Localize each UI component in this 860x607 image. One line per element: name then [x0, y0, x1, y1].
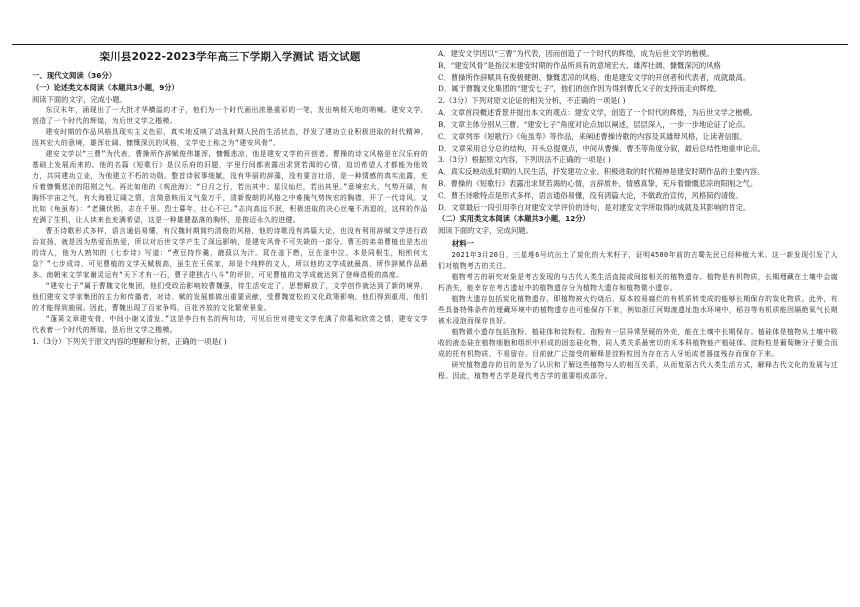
question-3-option-d: D．文章最后一段引用李白对建安文学评价的诗句，是对建安文学所取得的成就及其影响的肯定。 [438, 202, 751, 212]
section-heading-modern-reading: 一、现代文阅读（36分） [32, 71, 117, 80]
right-column [438, 48, 838, 601]
question-3-option-c: C．曹丕诗歌特点是形式多样，语言通俗易懂，没有鸿篇大论，不做政治宣传，风格简约清俊。 [438, 190, 743, 200]
question-1-option-a: A．建安文学因以“三曹”为代表，因而创造了一个时代的辉煌，成为后世文学的楷模。 [438, 49, 714, 58]
subsection-heading-practical: （二）实用类文本阅读（本题共3小题，12分） [438, 214, 590, 224]
passage-paragraph-4: 曹丕诗歌形式多样，语言通俗易懂，有汉魏时期简约清俊的风格，他的诗歌没有鸿篇大论，也没有利用辞赋文学进行政治宣扬，就是因为热爱而热爱，所以对后世文学产生了深远影响，是建安风骨不可失缺的一部分。曹丕的弟弟曹植也是杰出的诗人，他为人熟知的《七步诗》写道：“煮豆持作羹，漉菽以为汁。萁在釜下燃，豆在釜中泣。本是同根生，相煎何太急？”七步成诗，可见曹植的文学天赋极高，虽生在王侯家，却是个纯粹的文人，所以他的文学成就最高，所作辞赋作品最多。南朝宋文学家谢灵运有“天下才有一石，曹子建独占八斗”的评价，可见曹植的文学成就达到了登峰造极的高度。 [32, 227, 428, 280]
passage-paragraph-2: 建安时期的作品风格具现实主义色彩，真实地反映了动乱时期人民的生活状态，抒发了建功立业积极进取的时代精神，因其宏大的意境，雄浑壮阔、慷慨深沉的风格，文学史上称之为“建安风骨”。 [32, 128, 428, 148]
question-1-option-c: C．曹操所作辞赋具有俊极健朗、慷慨悲凉的风格，他是建安文学的开创者和代表者，成就最高。 [438, 72, 751, 82]
material-paragraph-2: 植物考古的研究对象是考古发现的与古代人类生活直接或间接相关的植物遗存。植物是有机物质，长期埋藏在土壤中会腐朽消失，能幸存在考古遗址中的植物遗存分为植物大遗存和植物微小遗存。 [438, 272, 838, 292]
question-2-option-d: D．文章采用总分总的结构，开头总提观点，中间从曹操、曹丕等角度分叙，最后总结性地重申论点。 [438, 143, 765, 153]
header-rule [12, 44, 848, 45]
reading-instruction-2: 阅读下面的文字，完成问题。 [438, 226, 533, 236]
question-2: 2.（3分）下列对原文论证的相关分析，不正确的一项是( ) [438, 96, 626, 106]
question-1-option-d: D．属于曹魏文化集团的“建安七子”，他们的创作因为得到曹氏父子的支持而走向辉煌。 [438, 84, 722, 94]
material-paragraph-5: 研究植物遗存的目的是为了认识和了解这些植物与人的相互关系，从而复原古代人类生活方式，解释古代文化的发展与过程。因此，植物考古学是现代考古学的重要组成部分。 [438, 360, 838, 380]
question-2-option-a: A．文章首段概述背景并提出本文的观点：建安文学，创造了一个时代的辉煌，为后世文学之楷模。 [438, 108, 758, 118]
question-2-option-b: B．文章主体分别从三曹、“建安七子”角度对论点加以阐述，层层深入，一步一步地论证了论点。 [438, 119, 750, 129]
question-1: 1.（3分）下列关于原文内容的理解和分析，正确的一项是( ) [32, 337, 227, 347]
question-2-option-c: C．文章列举《短歌行》《龟虽寿》等作品，来阐述曹操诗歌的内容及其雄辩风格，让读者信服。 [438, 131, 747, 141]
material-paragraph-1: 2021年3月20日，三星堆6号坑出土了炭化的大米籽子，证明4500年前的古蜀先民已经种植大米。这一新发现引发了人们对植物考古的关注。 [438, 250, 838, 270]
question-3-option-a: A．真实反映动乱时期的人民生活，抒发建功立业、积极进取的时代精神是建安时期作品的主要内容。 [438, 167, 765, 177]
passage-paragraph-1: 东汉末年，涌现出了一大批才华横溢的才子，他们为一个时代画出浓墨重彩的一笔，发出响彻天地的呐喊。建安文学，创造了一个时代的辉煌，为后世文学之楷模。 [32, 106, 428, 126]
material-paragraph-4: 植物微小遗存包括孢粉、植硅体和淀粉粒。孢粉有一层异常坚硬的外壳，能在土壤中长期保存。植硅体是植物从土壤中吸收的液态硅在植物细胞和组织中形成的固态硅化物，同人类关系最密切的禾本科植物能产植硅体。淀粉粒是葡萄糖分子聚合而成的托有机物质，不易留存。目前就广泛接受的解释是淀粉粒因为存在古人牙垢或者器皿残存而保存下来。 [438, 327, 838, 358]
material-heading: 材料一 [452, 238, 474, 248]
page-title: 栾川县2022-2023学年高三下学期入学测试 语文试题 [99, 51, 361, 63]
passage-paragraph-5: “建安七子”属于曹魏文化集团，他们受政治影响较曹魏强，待生活安定了，思想解放了，文学创作就达到了新的境界，他们建安文学家集团的主力和传播者，对诗、赋的发展都做出重要贡献，受曹魏宽松的文化政策影响，他们得到重用，他们的才能得到施展。因此，曹魏出现了百家争鸣，百花齐放的文化繁荣景象。 [32, 282, 428, 313]
passage-paragraph-3: 建安文学以“三曹”为代表，曹操所作辞赋俊伟雄浑，慷慨悲凉，他是建安文学的开创者。曹操的诗文风格是在汉乐府的基础上发展而来的。他的名篇《短歌行》是汉乐府的旧题，字里行间都表露出求贤若渴的心情，迫切希望人才都能为他效力，共同建功立业，为他建立不朽的功勋。整首诗叙事细腻，没有华丽的辞藻，没有要言壮语，是一种情感的真实流露，充斥着慷慨悲凉的阳刚之气。再比如他的《观沧海》：“日月之行，若出其中；星汉灿烂，若出其里。”意境宏大，气势开阔，有胸怀宇宙之气，有大海般辽阔之情，言简意赅而又气象万千，清新俊朗的风格之中难掩气势恢宏的胸襟，开了一代诗风。又比如《龟虽寿》：“老骥伏枥，志在千里。烈士暮年，壮心不已。”志向高远不泯，积极进取的决心丝毫不消退的，这样的作品充满了生机，让人读来也充满希望，这是一种雄健磊落的胸怀，是俊迈永久的进健。 [32, 150, 428, 225]
question-3-option-b: B．曹操的《短歌行》表露出求贤若渴的心情，言辞质朴，情感真挚，充斥着慷慨悲凉的阳刚之气。 [438, 178, 758, 188]
question-3: 3.（3分）根据原文内容，下列说法不正确的一项是( ) [438, 155, 611, 165]
material-paragraph-3: 植物大遗存包括炭化植物遗存，即植物被火灼烧后，原本较易腐烂的有机质转变成的能够长期保存的炭化物质。此外，有些具备特殊条件的埋藏环境中的植物遗存也可能保存下来，例如浙江河姆渡遗址饱水环境中，稻谷等有机质能因隔绝氧气长期被水浸泡而保存良好。 [438, 294, 838, 325]
question-1-option-b: B．“建安风骨”是指汉末建安时期的作品所具有的意境宏大、雄浑壮阔、慷慨深沉的风格 [438, 60, 721, 70]
passage-paragraph-6: “蓬莱文章建安骨，中间小谢又清发。”这是李白有名的两句诗，可见后世对建安文学充满了仰慕和欣赏之情，建安文学代表着一个时代的辉煌，是后世文学之楷模。 [32, 315, 428, 335]
reading-instruction: 阅读下面的文字，完成小题。 [32, 94, 127, 104]
subsection-heading-argumentative: （一）论述类文本阅读（本题共3小题，9分） [32, 82, 179, 92]
left-column [32, 48, 428, 601]
